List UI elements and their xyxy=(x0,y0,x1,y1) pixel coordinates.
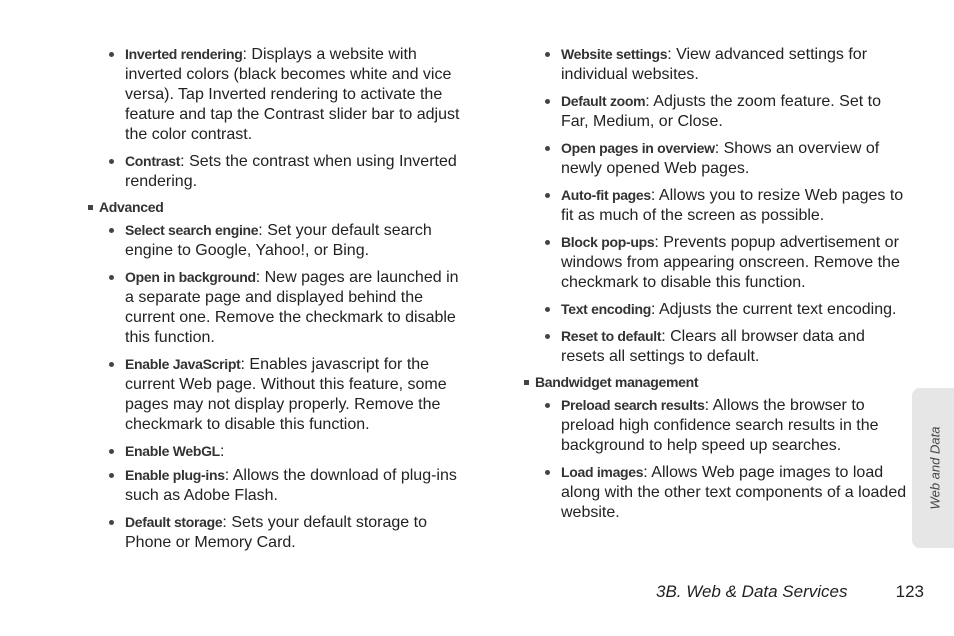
list-item-load-images xyxy=(524,462,908,523)
list-item-text-encoding xyxy=(524,299,908,320)
left-list-advanced xyxy=(88,220,470,553)
bullet-icon xyxy=(109,159,114,164)
item-term: Reset to default xyxy=(561,328,662,344)
item-term: Enable WebGL xyxy=(125,443,220,459)
list-item-select-search-engine xyxy=(88,220,470,261)
square-bullet-icon xyxy=(88,205,93,210)
side-tab-label: Web and Data xyxy=(927,426,943,510)
item-term: Open pages in overview xyxy=(561,140,715,156)
item-desc: : View advanced settings for individual websites. xyxy=(561,46,868,83)
bullet-icon xyxy=(109,362,114,367)
item-desc: : xyxy=(219,443,225,460)
item-term: Select search engine xyxy=(125,222,259,238)
left-column xyxy=(88,44,470,559)
list-item-inverted-rendering xyxy=(88,44,470,145)
footer-chapter: 3B. Web & Data Services xyxy=(656,582,848,601)
item-desc: : Displays a website with inverted colors (black becomes white and vice versa). Tap Inverted rendering to activate the feature and tap the Contrast slider bar to adjust the color contrast. xyxy=(125,46,460,143)
item-term: Enable JavaScript xyxy=(125,356,241,372)
item-desc: : New pages are launched in a separate page and displayed behind the current one. Remove the checkmark to disable this function. xyxy=(125,269,459,346)
list-item-enable-javascript xyxy=(88,354,470,435)
item-term: Inverted rendering xyxy=(125,46,243,62)
item-term: Default storage xyxy=(125,514,223,530)
bullet-icon xyxy=(545,307,550,312)
bullet-icon xyxy=(545,52,550,57)
page-number: 123 xyxy=(895,582,924,601)
item-desc: : Set your default search engine to Google, Yahoo!, or Bing. xyxy=(125,222,432,259)
bullet-icon xyxy=(545,240,550,245)
section-heading-advanced xyxy=(88,198,470,216)
bullet-icon xyxy=(109,275,114,280)
bullet-icon xyxy=(545,334,550,339)
item-desc: : Sets your default storage to Phone or Memory Card. xyxy=(125,514,427,551)
section-label: Advanced xyxy=(99,199,164,215)
item-desc: : Enables javascript for the current Web page. Without this feature, some pages may not display properly. Remove the checkmark to disable this function. xyxy=(125,356,447,433)
side-tab xyxy=(912,388,954,548)
item-desc: : Allows Web page images to load along with the other text components of a loaded website. xyxy=(561,464,907,521)
list-item-preload-search-results xyxy=(524,395,908,456)
list-item-default-storage xyxy=(88,512,470,553)
bullet-icon xyxy=(545,470,550,475)
section-heading-bandwidget xyxy=(524,373,908,391)
item-term: Contrast xyxy=(125,153,181,169)
left-list-top xyxy=(88,44,470,192)
item-desc: : Adjusts the current text encoding. xyxy=(650,301,897,318)
bullet-icon xyxy=(109,473,114,478)
bullet-icon xyxy=(545,146,550,151)
item-desc: : Allows the download of plug-ins such as Adobe Flash. xyxy=(125,467,457,504)
item-term: Website settings xyxy=(561,46,668,62)
item-term: Text encoding xyxy=(561,301,651,317)
list-item-website-settings xyxy=(524,44,908,85)
list-item-enable-webgl xyxy=(88,441,470,462)
item-term: Open in background xyxy=(125,269,256,285)
bullet-icon xyxy=(109,52,114,57)
item-desc: : Allows you to resize Web pages to fit as much of the screen as possible. xyxy=(561,187,904,224)
section-label: Bandwidget management xyxy=(535,374,699,390)
item-term: Preload search results xyxy=(561,397,705,413)
page-footer xyxy=(600,580,924,604)
bullet-icon xyxy=(545,403,550,408)
list-item-reset-to-default xyxy=(524,326,908,367)
list-item-open-pages-in-overview xyxy=(524,138,908,179)
bullet-icon xyxy=(109,449,114,454)
list-item-block-pop-ups xyxy=(524,232,908,293)
item-term: Load images xyxy=(561,464,644,480)
right-column xyxy=(524,44,908,529)
right-list-top xyxy=(524,44,908,367)
item-term: Auto-fit pages xyxy=(561,187,651,203)
list-item-auto-fit-pages xyxy=(524,185,908,226)
list-item-enable-plug-ins xyxy=(88,465,470,506)
item-term: Default zoom xyxy=(561,93,646,109)
right-list-bandwidget xyxy=(524,395,908,523)
item-desc: : Shows an overview of newly opened Web pages. xyxy=(561,140,880,177)
list-item-contrast xyxy=(88,151,470,192)
item-desc: : Prevents popup advertisement or windows from appearing onscreen. Remove the checkmark to disable this function. xyxy=(561,234,900,291)
item-term: Enable plug-ins xyxy=(125,467,225,483)
item-desc: : Sets the contrast when using Inverted rendering. xyxy=(125,153,457,190)
item-desc: : Adjusts the zoom feature. Set to Far, Medium, or Close. xyxy=(561,93,881,130)
list-item-default-zoom xyxy=(524,91,908,132)
bullet-icon xyxy=(109,228,114,233)
square-bullet-icon xyxy=(524,380,529,385)
bullet-icon xyxy=(109,520,114,525)
item-term: Block pop-ups xyxy=(561,234,655,250)
bullet-icon xyxy=(545,99,550,104)
item-desc: : Clears all browser data and resets all settings to default. xyxy=(561,328,865,365)
item-desc: : Allows the browser to preload high confidence search results in the background to help speed up searches. xyxy=(561,397,879,454)
bullet-icon xyxy=(545,193,550,198)
list-item-open-in-background xyxy=(88,267,470,348)
